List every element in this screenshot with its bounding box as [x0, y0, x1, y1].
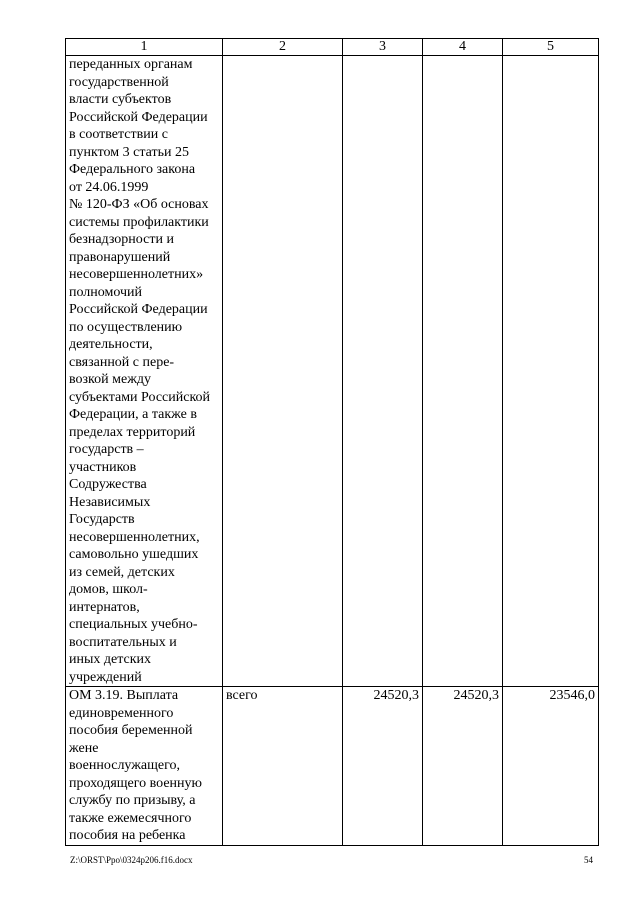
row1-col-3 — [343, 56, 423, 687]
table-row1-line: правонарушений — [69, 249, 171, 265]
table-row1-line: участников — [69, 459, 137, 475]
table-row1-line: Государств — [69, 512, 135, 527]
row1-description — [66, 56, 223, 687]
table-row1-line: власти субъектов — [69, 92, 172, 107]
table-row1-line: Федерации, а также в — [69, 407, 197, 422]
table-row2-line: также ежемесячного — [69, 810, 192, 826]
table-row1-line: Российской Федерации — [69, 302, 208, 317]
table-row1-line: безнадзорности и — [69, 232, 174, 247]
table-row1-line: государственной — [69, 74, 169, 90]
table-row1-line: по осуществлению — [69, 319, 183, 335]
table-row1-line: специальных учебно- — [69, 617, 198, 632]
table-row1-line: системы профилактики — [69, 214, 209, 230]
table-row2-line: проходящего военную — [69, 775, 202, 791]
table-row1-line: несовершеннолетних, — [69, 529, 200, 545]
header-col-4: 4 — [423, 39, 503, 56]
row2-type: всего — [223, 687, 343, 846]
header-col-3: 3 — [343, 39, 423, 56]
table-row1-line: воспитательных и — [69, 634, 177, 650]
table-row1-line: пунктом 3 статьи 25 — [69, 144, 189, 160]
header-col-1: 1 — [66, 39, 223, 56]
row1-col-5 — [503, 56, 599, 687]
row1-col-4 — [423, 56, 503, 687]
table-row1-line: в соответствии с — [69, 127, 168, 142]
table-row1-line: пределах территорий — [69, 424, 196, 440]
row2-value-col-3: 24520,3 — [343, 687, 423, 846]
table-row1-line: самовольно ушедших — [69, 547, 199, 562]
table-row1-line: деятельности, — [69, 337, 153, 352]
table-row1-line: возкой между — [69, 372, 151, 387]
table-row1-line: иных детских — [69, 652, 152, 667]
table-row1-line: несовершеннолетних» — [69, 267, 204, 282]
table-row1-line: переданных органам — [69, 57, 193, 72]
table-row2-line: военнослужащего, — [69, 758, 181, 773]
table-row1-line: Содружества — [69, 477, 147, 492]
table-row1-line: № 120-ФЗ «Об основах — [69, 197, 209, 212]
table-row2-line: единовременного — [69, 705, 174, 721]
table-row — [66, 56, 599, 687]
table-row1-line: Российской Федерации — [69, 109, 208, 125]
row2-value-col-5: 23546,0 — [503, 687, 599, 846]
table-row1-line: государств – — [69, 442, 144, 457]
page-number: 54 — [584, 855, 593, 865]
table-row2-line: ОМ 3.19. Выплата — [69, 688, 179, 703]
table-header-row — [66, 39, 599, 56]
table-row2-line: службу по призыву, а — [69, 793, 196, 808]
table-row1-line: домов, школ- — [69, 582, 148, 597]
row1-col-2 — [223, 56, 343, 687]
table-row1-line: интернатов, — [69, 599, 140, 615]
table-row2-line: пособия беременной — [69, 723, 193, 738]
header-col-2: 2 — [223, 39, 343, 56]
table-row2-line: жене — [69, 740, 99, 756]
table-row1-line: из семей, детских — [69, 564, 175, 580]
header-col-5: 5 — [503, 39, 599, 56]
row2-value-col-4: 24520,3 — [423, 687, 503, 846]
table-row1-line: Независимых — [69, 494, 151, 510]
table-row1-line: связанной с пере- — [69, 354, 175, 370]
budget-table — [65, 38, 599, 846]
table-row1-line: от 24.06.1999 — [69, 179, 149, 195]
footer-file-path: Z:\ORST\Ppo\0324p206.f16.docx — [70, 855, 193, 865]
row2-description — [66, 687, 223, 846]
table-row1-line: Федерального закона — [69, 162, 196, 177]
table-row1-line: учреждений — [69, 669, 142, 685]
table-row — [66, 687, 599, 846]
table-row1-line: полномочий — [69, 284, 143, 300]
table-row1-line: субъектами Российской — [69, 389, 211, 405]
table-row2-line: пособия на ребенка — [69, 828, 186, 843]
